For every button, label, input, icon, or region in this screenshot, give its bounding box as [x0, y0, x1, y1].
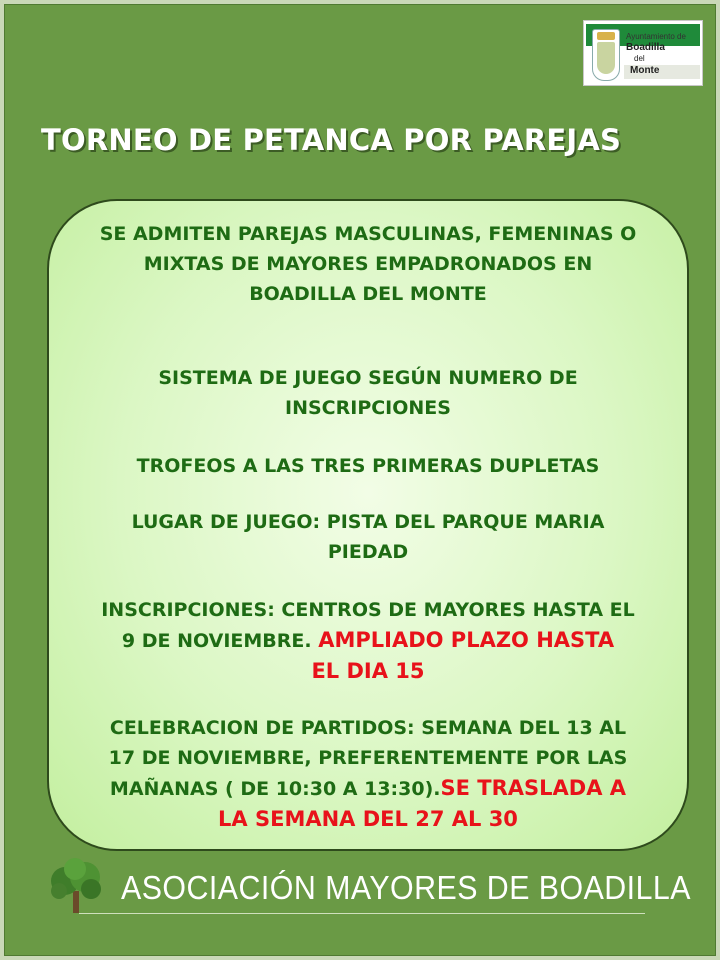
poster	[4, 4, 716, 956]
page-title: TORNEO DE PETANCA POR PAREJAS	[41, 123, 622, 157]
relocation-dates: LA SEMANA DEL 27 AL 30	[218, 807, 518, 831]
registration-text: INSCRIPCIONES: CENTROS DE MAYORES HASTA EL 9 DE NOVIEMBRE. AMPLIADO PLAZO HASTA EL DIA 15	[49, 595, 687, 686]
game-system-text: SISTEMA DE JUEGO SEGÚN NUMERO DE INSCRIPCIONES	[158, 367, 578, 419]
eligibility-text: SE ADMITEN PAREJAS MASCULINAS, FEMENINAS O MIXTAS DE MAYORES EMPADRONADOS EN BOADILLA DEL MONTE	[99, 223, 637, 305]
coat-of-arms-icon	[592, 29, 620, 81]
trophies-text: TROFEOS A LAS TRES PRIMERAS DUPLETAS	[136, 455, 600, 477]
logo-line-1: Ayuntamiento de	[626, 32, 686, 41]
info-panel	[47, 199, 689, 851]
venue-text: LUGAR DE JUEGO: PISTA DEL PARQUE MARIA PIEDAD	[131, 511, 605, 563]
extension-notice: AMPLIADO PLAZO HASTA	[318, 628, 615, 652]
extension-date: EL DIA 15	[311, 659, 425, 683]
relocation-notice: SE TRASLADA A	[440, 776, 627, 800]
ayuntamiento-logo	[583, 20, 703, 86]
logo-line-3: del	[634, 54, 645, 63]
matches-text: CELEBRACION DE PARTIDOS: SEMANA DEL 13 AL 17 DE NOVIEMBRE, PREFERENTEMENTE POR LAS MAÑANAS ( DE 10:30 A 13:30).SE TRASLADA A LA SEMANA DEL 27 AL 30	[49, 713, 687, 834]
tree-icon	[45, 857, 109, 915]
logo-line-2: Boadilla	[626, 42, 665, 53]
association-name: ASOCIACIÓN MAYORES DE BOADILLA	[121, 869, 691, 906]
logo-line-4: Monte	[630, 65, 660, 76]
footer-divider	[79, 913, 645, 914]
